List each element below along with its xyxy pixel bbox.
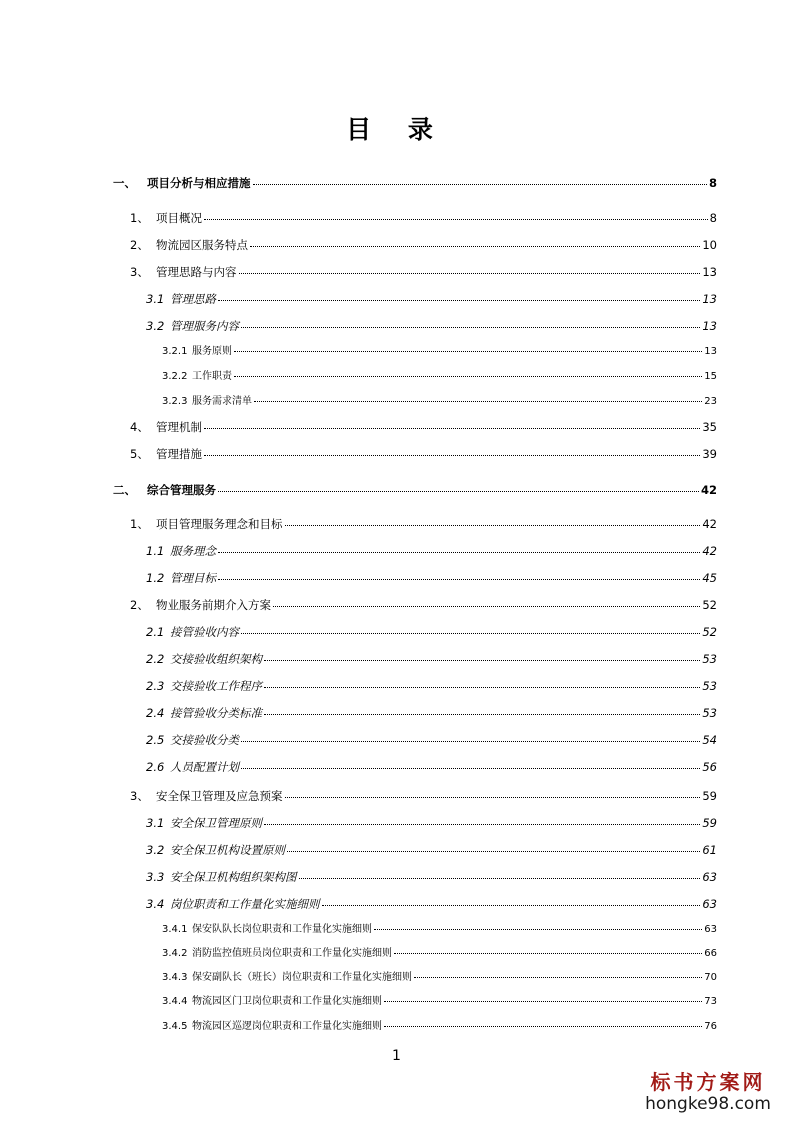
toc-entry-title: 服务原则 [192, 346, 232, 357]
toc-entry-number: 2.5 [146, 733, 165, 747]
toc-leader-dots [264, 823, 700, 825]
toc-entry[interactable] [146, 678, 717, 694]
toc-leader-dots [204, 427, 700, 429]
toc-entry-page: 13 [702, 292, 717, 306]
toc-entry-title: 安全保卫管理及应急预案 [156, 789, 283, 803]
toc-entry-number: 1、 [130, 211, 149, 225]
toc-entry-number: 3.2.2 [162, 371, 188, 382]
toc-entry[interactable] [130, 446, 717, 462]
toc-leader-dots [241, 767, 700, 769]
toc-entry-number: 3.1 [146, 816, 165, 830]
toc-entry-title: 项目概况 [156, 211, 202, 225]
toc-entry[interactable] [146, 759, 717, 775]
toc-entry-page: 76 [704, 1021, 717, 1032]
toc-entry-title: 管理思路 [170, 292, 216, 306]
toc-entry-page: 8 [708, 176, 717, 190]
toc-leader-dots [204, 218, 708, 220]
toc-entry-page: 42 [700, 483, 717, 497]
toc-entry-number: 1.1 [146, 544, 165, 558]
toc-entry-page: 42 [702, 544, 717, 558]
toc-entry[interactable] [146, 896, 717, 912]
toc-entry-number: 2.1 [146, 625, 165, 639]
toc-entry-title: 安全保卫机构组织架构图 [170, 870, 297, 884]
toc-entry-number: 2、 [130, 238, 149, 252]
toc-entry[interactable] [146, 570, 717, 586]
toc-entry-title: 物业服务前期介入方案 [156, 598, 271, 612]
toc-leader-dots [285, 796, 701, 798]
toc-entry-page: 59 [702, 789, 717, 803]
watermark-cn: 标书方案网 [650, 1070, 766, 1094]
toc-entry[interactable] [146, 732, 717, 748]
toc-entry[interactable] [162, 922, 717, 938]
watermark-logo [633, 1070, 783, 1114]
toc-entry-page: 42 [702, 517, 717, 531]
toc-entry[interactable] [162, 344, 717, 360]
toc-entry-page: 61 [702, 843, 717, 857]
toc-leader-dots [394, 952, 702, 954]
toc-entry-page: 8 [709, 211, 717, 225]
toc-entry[interactable] [162, 394, 717, 410]
toc-entry-number: 3、 [130, 789, 149, 803]
toc-entry-title: 交接验收组织架构 [170, 652, 262, 666]
toc-entry-title: 物流园区巡逻岗位职责和工作量化实施细则 [192, 1021, 382, 1032]
toc-entry-page: 35 [702, 420, 717, 434]
toc-entry-number: 2.3 [146, 679, 165, 693]
toc-entry[interactable] [146, 318, 717, 334]
toc-entry-title: 保安副队长（班长）岗位职责和工作量化实施细则 [192, 972, 412, 983]
toc-entry-page: 15 [704, 371, 717, 382]
toc-entry-number: 2、 [130, 598, 149, 612]
toc-leader-dots [253, 183, 707, 185]
toc-entry-title: 管理措施 [156, 447, 202, 461]
toc-entry-number: 1.2 [146, 571, 165, 585]
toc-leader-dots [414, 976, 702, 978]
toc-entry[interactable] [130, 237, 717, 253]
toc-entry[interactable] [162, 970, 717, 986]
toc-leader-dots [234, 375, 702, 377]
toc-leader-dots [250, 245, 700, 247]
toc-leader-dots [254, 400, 702, 402]
toc-entry-page: 39 [702, 447, 717, 461]
toc-entry-title: 接管验收分类标准 [170, 706, 262, 720]
toc-entry[interactable] [146, 543, 717, 559]
toc-entry-number: 一、 [113, 176, 136, 190]
toc-entry[interactable] [162, 994, 717, 1010]
toc-entry-page: 10 [702, 238, 717, 252]
toc-entry-page: 53 [702, 652, 717, 666]
toc-leader-dots [287, 850, 700, 852]
toc-entry-title: 安全保卫机构设置原则 [170, 843, 285, 857]
toc-leader-dots [241, 632, 700, 634]
toc-entry-number: 3.2 [146, 319, 165, 333]
toc-entry-title: 安全保卫管理原则 [170, 816, 262, 830]
toc-leader-dots [384, 1025, 702, 1027]
toc-entry[interactable] [146, 815, 717, 831]
toc-entry-title: 管理机制 [156, 420, 202, 434]
toc-leader-dots [285, 524, 701, 526]
toc-entry-number: 3.2 [146, 843, 165, 857]
toc-entry-number: 二、 [113, 483, 136, 497]
toc-entry-number: 3.4.2 [162, 948, 188, 959]
toc-entry-page: 13 [704, 346, 717, 357]
toc-entry-title: 物流园区门卫岗位职责和工作量化实施细则 [192, 996, 382, 1007]
toc-entry-page: 70 [704, 972, 717, 983]
toc-leader-dots [264, 713, 700, 715]
toc-entry-title: 保安队队长岗位职责和工作量化实施细则 [192, 924, 372, 935]
toc-leader-dots [299, 877, 701, 879]
toc-entry-title: 项目管理服务理念和目标 [156, 517, 283, 531]
toc-entry-title: 交接验收工作程序 [170, 679, 262, 693]
toc-entry-title: 接管验收内容 [170, 625, 239, 639]
toc-leader-dots [322, 904, 701, 906]
toc-leader-dots [264, 659, 700, 661]
toc-entry-page: 73 [704, 996, 717, 1007]
toc-entry[interactable] [146, 869, 717, 885]
toc-entry[interactable] [130, 516, 717, 532]
toc-title: 目 录 [346, 115, 447, 144]
toc-entry-title: 消防监控值班员岗位职责和工作量化实施细则 [192, 948, 392, 959]
toc-entry-title: 交接验收分类 [170, 733, 239, 747]
toc-entry-page: 56 [702, 760, 717, 774]
toc-entry[interactable] [130, 788, 717, 804]
toc-entry-title: 综合管理服务 [147, 483, 216, 497]
toc-leader-dots [218, 299, 700, 301]
toc-entry[interactable] [130, 264, 717, 280]
toc-entry[interactable] [130, 419, 717, 435]
toc-entry-number: 2.2 [146, 652, 165, 666]
toc-entry-number: 2.6 [146, 760, 165, 774]
toc-entry[interactable] [113, 175, 717, 191]
toc-entry-page: 66 [704, 948, 717, 959]
toc-entry[interactable] [162, 946, 717, 962]
toc-entry-number: 3、 [130, 265, 149, 279]
toc-entry-title: 服务需求清单 [192, 396, 252, 407]
toc-leader-dots [264, 686, 700, 688]
toc-entry[interactable] [146, 842, 717, 858]
toc-entry-number: 3.3 [146, 870, 165, 884]
toc-entry-title: 物流园区服务特点 [156, 238, 248, 252]
toc-entry[interactable] [146, 651, 717, 667]
toc-leader-dots [204, 454, 700, 456]
toc-leader-dots [234, 350, 702, 352]
toc-leader-dots [384, 1000, 702, 1002]
toc-entry[interactable] [146, 291, 717, 307]
toc-entry-number: 3.4.3 [162, 972, 188, 983]
toc-entry-number: 3.4.5 [162, 1021, 188, 1032]
toc-entry-title: 管理服务内容 [170, 319, 239, 333]
toc-entry-number: 1、 [130, 517, 149, 531]
toc-entry-title: 人员配置计划 [170, 760, 239, 774]
toc-leader-dots [218, 551, 700, 553]
page-number: 1 [392, 1048, 401, 1064]
toc-entry-number: 3.4.4 [162, 996, 188, 1007]
toc-entry-page: 23 [704, 396, 717, 407]
toc-entry-number: 4、 [130, 420, 149, 434]
toc-entry-page: 53 [702, 706, 717, 720]
toc-leader-dots [218, 578, 700, 580]
toc-entry-page: 13 [702, 319, 717, 333]
toc-leader-dots [239, 272, 701, 274]
toc-leader-dots [241, 326, 700, 328]
toc-entry-title: 服务理念 [170, 544, 216, 558]
toc-entry[interactable] [113, 482, 717, 498]
toc-entry-page: 52 [702, 625, 717, 639]
watermark-en: hongke98.com [645, 1094, 771, 1114]
toc-entry-number: 3.4.1 [162, 924, 188, 935]
toc-entry[interactable] [162, 369, 717, 385]
toc-entry[interactable] [130, 210, 717, 226]
toc-leader-dots [218, 490, 699, 492]
toc-entry-title: 岗位职责和工作量化实施细则 [170, 897, 320, 911]
toc-entry-page: 63 [702, 897, 717, 911]
toc-entry-page: 59 [702, 816, 717, 830]
toc-entry-page: 53 [702, 679, 717, 693]
toc-entry-title: 管理目标 [170, 571, 216, 585]
toc-entry-number: 3.2.3 [162, 396, 188, 407]
toc-leader-dots [273, 605, 700, 607]
toc-entry-title: 管理思路与内容 [156, 265, 237, 279]
toc-entry-number: 5、 [130, 447, 149, 461]
toc-entry-page: 13 [702, 265, 717, 279]
toc-entry-page: 63 [702, 870, 717, 884]
toc-entry-title: 项目分析与相应措施 [147, 176, 251, 190]
toc-entry-page: 52 [702, 598, 717, 612]
toc-entry-number: 3.1 [146, 292, 165, 306]
toc-leader-dots [374, 928, 702, 930]
toc-entry[interactable] [146, 624, 717, 640]
toc-entry[interactable] [130, 597, 717, 613]
toc-entry-number: 2.4 [146, 706, 165, 720]
toc-entry[interactable] [162, 1019, 717, 1035]
toc-entry-page: 63 [704, 924, 717, 935]
toc-entry-number: 3.2.1 [162, 346, 188, 357]
toc-entry[interactable] [146, 705, 717, 721]
toc-leader-dots [241, 740, 700, 742]
toc-entry-title: 工作职责 [192, 371, 232, 382]
toc-entry-page: 45 [702, 571, 717, 585]
toc-entry-number: 3.4 [146, 897, 165, 911]
toc-entry-page: 54 [702, 733, 717, 747]
